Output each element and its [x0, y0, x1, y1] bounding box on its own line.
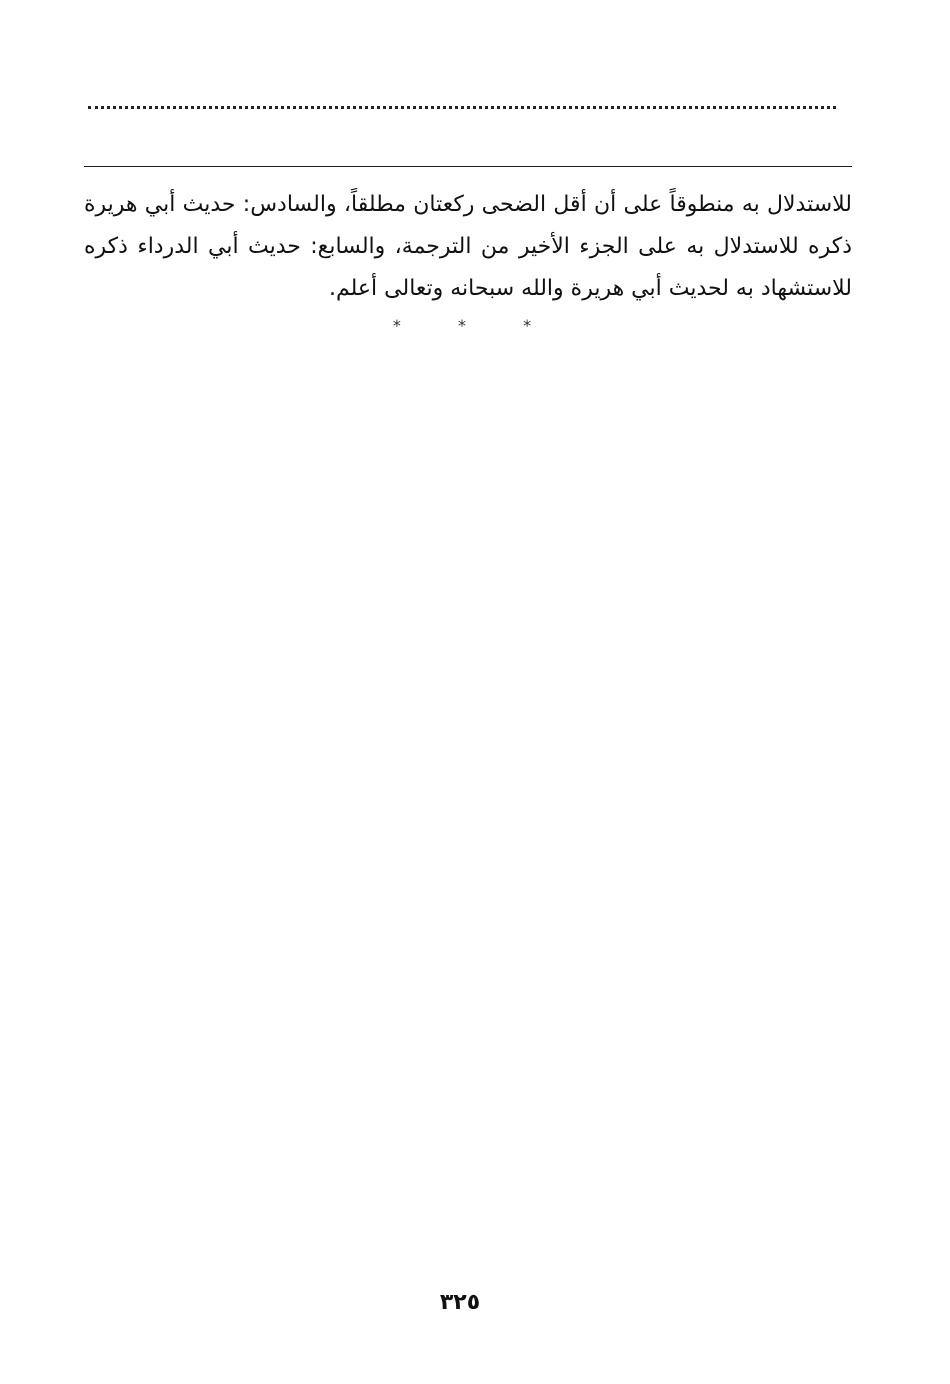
footnote-line-3: للاستشهاد به لحديث أبي هريرة والله سبحانه وتعالى أعلم. [329, 276, 852, 301]
footnote-divider-line [84, 166, 852, 167]
footnote-text [84, 184, 852, 310]
footnote-line-1: للاستدلال به منطوقاً على أن أقل الضحى ركعتان مطلقاً، والسادس: حديث أبي هريرة [84, 192, 852, 217]
section-separator-asterisks: * * * [392, 316, 558, 335]
footnote-line-2: ذكره للاستدلال به على الجزء الأخير من الترجمة، والسابع: حديث أبي الدرداء ذكره [84, 234, 852, 259]
page-number: ٣٢٥ [439, 1290, 481, 1315]
dotted-separator-line [88, 106, 836, 109]
